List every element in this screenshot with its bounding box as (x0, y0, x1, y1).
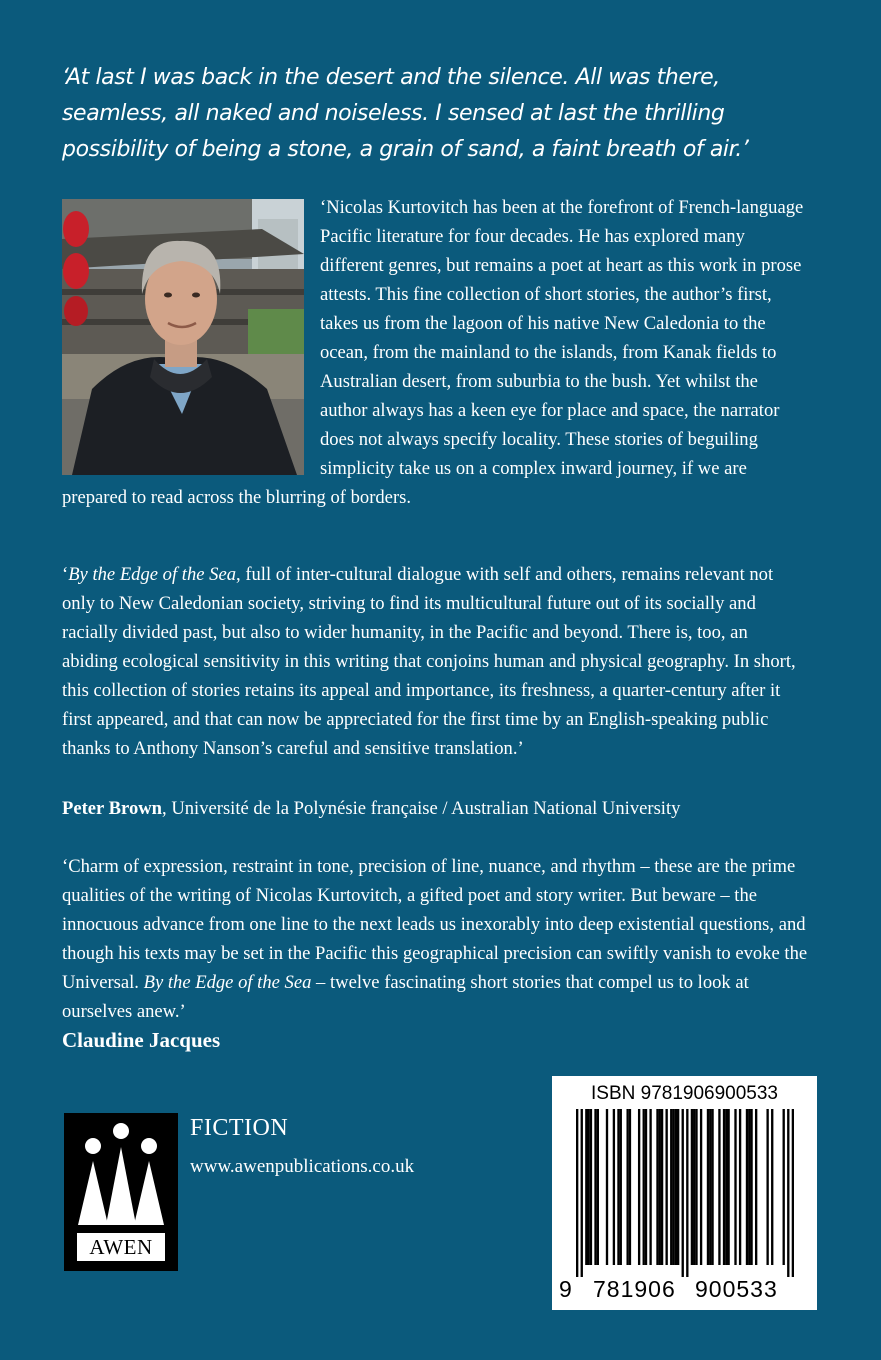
review-charm-of-expression (62, 852, 814, 1026)
barcode-bar (723, 1109, 725, 1265)
barcode-bar (755, 1109, 757, 1265)
barcode-bar (783, 1109, 785, 1265)
review2-open-quote: ‘ (62, 564, 69, 585)
barcode-bar (638, 1109, 640, 1265)
review2-text: , full of inter-cultural dialogue with self and others, remains relevant not only to New Caledonian society, striving to find its multicultural future out of its socially and racially divided past, but also to wider humanity, in the Pacific and beyond. There is, too, an abiding ecological sensitivity in this writing that conjoins human and physical geography. In short, this collection of stories retains its appeal and importance, its freshness, a quarter-century after it first appeared, and that can now be appreciated for the first time by an English-speaking public thanks to Anthony Nanson’s careful and sensitive translation.’ (62, 564, 796, 759)
barcode-bar (626, 1109, 628, 1265)
barcode-bar (746, 1109, 748, 1265)
epigraph-quote: ‘At last I was back in the desert and the silence. All was there, seamless, all naked and noiseless. I sensed at last the thrilling possibility of being a stone, a grain of sand, a faint breath of air.’ (62, 65, 749, 162)
barcode-bar (727, 1109, 729, 1265)
awen-logo (64, 1113, 178, 1271)
barcode-bar (693, 1109, 695, 1265)
review2-book-title: By the Edge of the Sea (68, 564, 237, 585)
isbn-barcode (552, 1076, 817, 1310)
barcode-bar (629, 1109, 631, 1265)
barcode-bar (695, 1109, 697, 1265)
barcode-bar (675, 1109, 677, 1265)
barcode-bars (576, 1109, 794, 1277)
review1-text: ‘Nicolas Kurtovitch has been at the forefront of French-language Pacific literature for four decades. He has explored many different genres, but remains a poet at heart as this work in prose attests. This fine collection of short stories, the author’s first, takes us from the lagoon of his native New Caledonia to the ocean, from the mainland to the islands, from Kanak fields to Australian desert, from suburbia to the bush. Yet whilst the author always has a keen eye for place and space, the narrator does not always specify locality. These stories of beguiling simplicity take us on a complex inward journey, if we are prepared to read across the blurring of borders. (62, 197, 804, 508)
barcode-bar (617, 1109, 619, 1265)
barcode-bar (750, 1109, 752, 1265)
barcode-bar (587, 1109, 589, 1265)
barcode-digits-left: 781906 (593, 1276, 676, 1302)
barcode-bar (677, 1109, 679, 1265)
barcode-bar (686, 1109, 688, 1277)
barcode-bar (661, 1109, 663, 1265)
review-edge-of-sea (62, 560, 804, 763)
attribution-peter-brown (62, 794, 822, 823)
barcode-bar (613, 1109, 615, 1265)
barcode-bar (649, 1109, 651, 1265)
barcode-bar (670, 1109, 672, 1265)
barcode-bar (656, 1109, 658, 1265)
awen-logo-text: AWEN (77, 1233, 165, 1261)
attribution-claudine-jacques: Claudine Jacques (62, 1028, 221, 1052)
barcode-bar (597, 1109, 599, 1265)
publisher-website: www.awenpublications.co.uk (190, 1156, 415, 1177)
barcode-bar (643, 1109, 645, 1265)
barcode-bar (748, 1109, 750, 1265)
barcode-bar (718, 1109, 720, 1265)
isbn-label: ISBN 9781906900533 (591, 1083, 778, 1104)
barcode-bar (581, 1109, 583, 1277)
barcode-bar (691, 1109, 693, 1265)
barcode-bar (590, 1109, 592, 1265)
barcode-bar (787, 1109, 789, 1277)
barcode-bar (672, 1109, 674, 1265)
barcode-bar (665, 1109, 667, 1265)
barcode-bar (659, 1109, 661, 1265)
review3-book-title: By the Edge of the Sea (143, 972, 312, 993)
barcode-bar (739, 1109, 741, 1265)
barcode-bar (711, 1109, 713, 1265)
barcode-bar (725, 1109, 727, 1265)
barcode-bar (585, 1109, 587, 1265)
barcode-bar (594, 1109, 596, 1265)
barcode-bar (576, 1109, 578, 1277)
barcode-bar (792, 1109, 794, 1277)
genre-label: FICTION (190, 1115, 289, 1141)
barcode-bar (606, 1109, 608, 1265)
barcode-digit-first: 9 (559, 1276, 572, 1302)
barcode-bar (682, 1109, 684, 1277)
barcode-bar (771, 1109, 773, 1265)
barcode-bar (620, 1109, 622, 1265)
barcode-bar (700, 1109, 702, 1265)
review-kurtovitch-intro (62, 193, 804, 512)
barcode-bar (645, 1109, 647, 1265)
barcode-bar (707, 1109, 709, 1265)
review3-text-end: – twelve fascinating short stories that compel us to look at ourselves anew.’ (62, 972, 749, 1022)
barcode-bar (709, 1109, 711, 1265)
barcode-bar (766, 1109, 768, 1265)
attribution1-affiliation: , Université de la Polynésie française / Australian National University (162, 798, 681, 819)
barcode-bar (734, 1109, 736, 1265)
review3-text: ‘Charm of expression, restraint in tone, precision of line, nuance, and rhythm – these are the prime qualities of the writing of Nicolas Kurtovitch, a gifted poet and story writer. But beware – the innocuous advance from one line to the next leads us inexorably into deep existential questions, and though his texts may be set in the Pacific this geographical precision can swiftly vanish to evoke the Universal. (62, 856, 808, 993)
attribution1-name: Peter Brown (62, 798, 163, 819)
barcode-digits-right: 900533 (695, 1276, 778, 1302)
